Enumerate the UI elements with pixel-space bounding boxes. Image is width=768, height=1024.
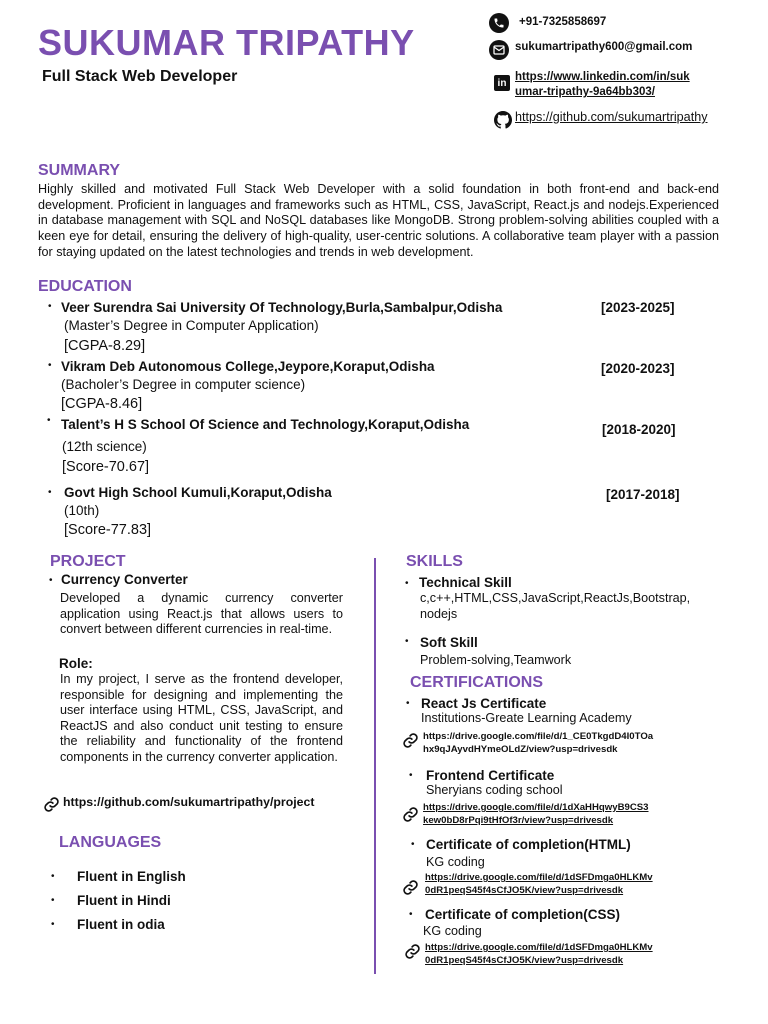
certifications-heading: CERTIFICATIONS (410, 674, 544, 691)
bullet-icon: • (48, 301, 52, 312)
link-icon (402, 806, 419, 823)
certificate-link-line1: https://drive.google.com/file/d/1dSFDmga0HLKMv (425, 872, 653, 883)
linkedin-icon: in (494, 75, 510, 91)
skills-heading: SKILLS (406, 553, 463, 570)
language-item: Fluent in Hindi (77, 893, 171, 908)
link-icon (402, 732, 419, 749)
bullet-icon: • (47, 415, 51, 426)
certificate-issuer: KG coding (423, 924, 482, 938)
project-role-label: Role: (59, 656, 93, 671)
github-icon (494, 111, 512, 134)
bullet-icon: • (48, 360, 52, 371)
education-title: Veer Surendra Sai University Of Technology,Burla,Sambalpur,Odisha (61, 300, 503, 315)
certificate-link-line1: https://drive.google.com/file/d/1dXaHHqwyB9CS3 (423, 802, 649, 813)
certificate-link-line2: 0dR1peqS45f4sCfJO5K/view?usp=drivesdk (425, 954, 624, 966)
bullet-icon: • (51, 919, 55, 930)
certificate-link-line2: hx9qJAyvdHYmeOLdZ/view?usp=drivesdk (423, 743, 618, 755)
certificate-link[interactable] (425, 872, 653, 897)
soft-skill-list: Problem-solving,Teamwork (420, 653, 572, 667)
phone-icon (489, 13, 509, 33)
education-score: [CGPA-8.29] (64, 338, 146, 354)
bullet-icon: • (406, 698, 410, 709)
column-divider (374, 558, 376, 974)
education-score: [CGPA-8.46] (61, 396, 143, 412)
certificate-title: Certificate of completion(CSS) (425, 907, 621, 922)
summary-text: Highly skilled and motivated Full Stack Web Developer with a solid foundation in both front-end and back-end development. Proficient in languages and frameworks such as HTML, CSS, JavaScript, React.js and nodejs.Experienced in database management with SQL and NoSQL databases like MongoDB. Strong problem-solving abilities coupled with a keen eye for detail, ensuring the delivery of high-quality, user-centric solutions. A collaborative team player with a passion for staying updated on the latest technologies and trends in web development. (38, 182, 719, 259)
certificate-title: Frontend Certificate (426, 768, 555, 783)
email-icon (489, 40, 509, 60)
bullet-icon: • (409, 770, 413, 781)
bullet-icon: • (51, 895, 55, 906)
bullet-icon: • (48, 487, 52, 498)
summary-heading: SUMMARY (38, 162, 121, 179)
education-degree: (12th science) (62, 439, 147, 454)
linkedin-link-line1: https://www.linkedin.com/in/suk (515, 71, 690, 83)
link-icon (43, 796, 60, 818)
certificate-link[interactable] (423, 802, 649, 827)
github-link[interactable]: https://github.com/sukumartripathy (515, 110, 708, 124)
project-description: Developed a dynamic currency converter application using React.js that allows users to convert between different currencies in real-time. (60, 591, 343, 637)
education-score: [Score-77.83] (64, 522, 152, 538)
certificate-issuer: KG coding (426, 855, 485, 869)
education-degree: (Master’s Degree in Computer Application) (64, 318, 319, 333)
education-heading: EDUCATION (38, 278, 132, 295)
linkedin-link-line2: umar-tripathy-9a64bb303/ (515, 86, 655, 98)
bullet-icon: • (409, 909, 413, 920)
linkedin-link[interactable] (515, 70, 690, 100)
languages-heading: LANGUAGES (59, 834, 162, 851)
bullet-icon: • (51, 871, 55, 882)
education-date: [2023-2025] (601, 300, 675, 315)
soft-skill-label: Soft Skill (420, 635, 478, 650)
education-title: Talent’s H S School Of Science and Technology,Koraput,Odisha (61, 417, 470, 432)
link-icon (402, 879, 419, 896)
project-title: Currency Converter (61, 572, 188, 587)
job-title: Full Stack Web Developer (42, 68, 238, 85)
education-degree: (Bacholer’s Degree in computer science) (61, 377, 306, 392)
education-date: [2018-2020] (602, 422, 676, 437)
phone-number: +91-7325858697 (519, 16, 607, 28)
education-title: Govt High School Kumuli,Koraput,Odisha (64, 485, 332, 500)
technical-skill-line: nodejs (420, 606, 458, 621)
email-address[interactable]: sukumartripathy600@gmail.com (515, 41, 693, 53)
certificate-link[interactable] (423, 731, 653, 756)
project-heading: PROJECT (50, 553, 126, 570)
certificate-link-line1: https://drive.google.com/file/d/1dSFDmga0HLKMv (425, 942, 653, 953)
technical-skill-label: Technical Skill (419, 575, 512, 590)
bullet-icon: • (405, 578, 409, 589)
project-link[interactable]: https://github.com/sukumartripathy/project (63, 795, 315, 809)
link-icon (404, 943, 421, 960)
bullet-icon: • (411, 839, 415, 850)
certificate-link-line2: 0dR1peqS45f4sCfJO5K/view?usp=drivesdk (425, 884, 624, 896)
bullet-icon: • (49, 575, 53, 586)
certificate-issuer: Institutions-Greate Learning Academy (421, 711, 632, 725)
certificate-issuer: Sheryians coding school (426, 783, 563, 797)
language-item: Fluent in odia (77, 917, 165, 932)
resume-name: SUKUMAR TRIPATHY (38, 22, 415, 63)
education-date: [2020-2023] (601, 361, 675, 376)
education-date: [2017-2018] (606, 487, 680, 502)
bullet-icon: • (405, 636, 409, 647)
education-title: Vikram Deb Autonomous College,Jeypore,Koraput,Odisha (61, 359, 435, 374)
certificate-link-line1: https://drive.google.com/file/d/1_CE0TkgdD4I0TOa (423, 731, 654, 742)
education-degree: (10th) (64, 503, 100, 518)
education-score: [Score-70.67] (62, 459, 150, 475)
certificate-title: Certificate of completion(HTML) (426, 837, 631, 852)
certificate-link[interactable] (425, 942, 653, 967)
language-item: Fluent in English (77, 869, 186, 884)
certificate-link-line2: kew0bD8rPqi9tHfOf3r/view?usp=drivesdk (423, 814, 614, 826)
technical-skill-list (420, 591, 690, 622)
project-role-text: In my project, I serve as the frontend developer, responsible for designing and implementing the user interface using HTML, CSS, JavaScript, and ReactJS and also conduct unit testing to ensure the reliability and functionality of the frontend components in the currency converter application. (60, 672, 343, 764)
technical-skill-line: c,c++,HTML,CSS,JavaScript,ReactJs,Bootstrap, (420, 591, 691, 605)
certificate-title: React Js Certificate (421, 696, 547, 711)
